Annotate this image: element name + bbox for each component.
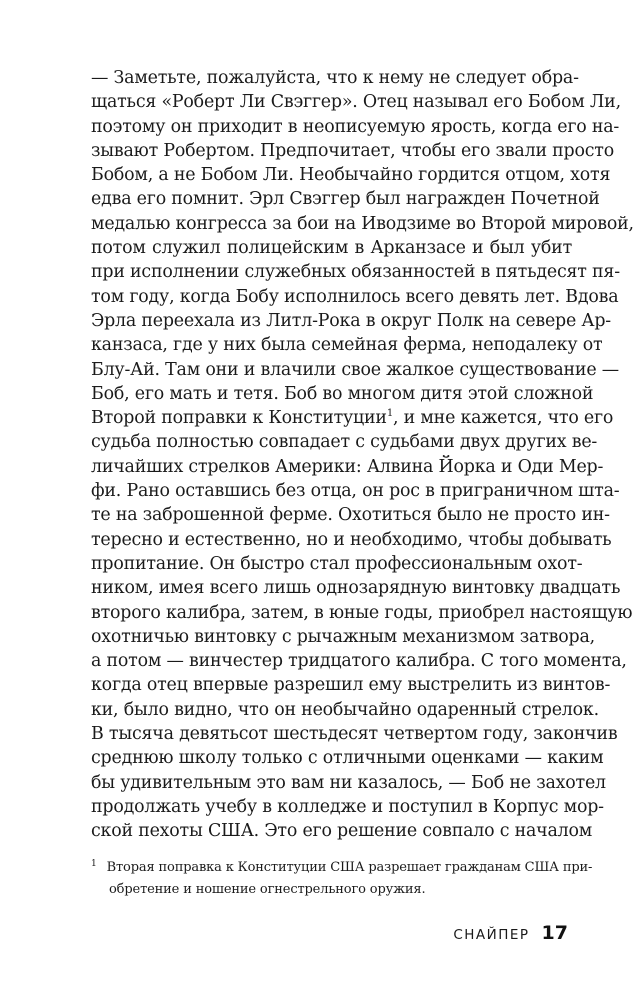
text-line: те на заброшенной ферме. Охотиться было не просто ин- [91, 505, 610, 526]
page-number: 17 [541, 922, 568, 944]
text-line: Эрла переехала из Литл-Рока в округ Полк на севере Ар- [91, 310, 611, 331]
text-line-with-footnote-ref [91, 406, 614, 430]
text-line: пропитание. Он быстро стал профессиональным охот- [91, 553, 583, 574]
running-title: СНАЙПЕР [453, 927, 530, 943]
text-line: а потом — винчестер тридцатого калибра. С того момента, [91, 651, 627, 672]
main-text [91, 66, 634, 844]
text-line: ки, было видно, что он необычайно одаренный стрелок. [91, 699, 599, 720]
text-line: личайших стрелков Америки: Алвина Йорка и Оди Мер- [91, 456, 604, 477]
text-segment: Второй поправки к Конституции [91, 408, 387, 429]
running-footer [453, 922, 568, 944]
text-line: медалью конгресса за бои на Иводзиме во Второй мировой, [91, 213, 634, 234]
text-line: едва его помнит. Эрл Свэггер был награжден Почетной [91, 189, 600, 210]
text-line: судьба полностью совпадает с судьбами двух других ве- [91, 432, 598, 453]
text-line: щаться «Роберт Ли Свэггер». Отец называл его Бобом Ли, [91, 92, 621, 113]
text-line: тересно и естественно, но и необходимо, чтобы добывать [91, 529, 612, 550]
footnote [91, 857, 593, 901]
text-line: когда отец впервые разрешил ему выстрелить из винтов- [91, 675, 611, 696]
text-line: бы удивительным это вам ни казалось, — Боб не захотел [91, 772, 606, 793]
text-line: фи. Рано оставшись без отца, он рос в приграничном шта- [91, 481, 620, 502]
text-line: зывают Робертом. Предпочитает, чтобы его звали просто [91, 140, 614, 161]
footnote-line: обретение и ношение огнестрельного оружия. [109, 882, 426, 897]
text-line: — Заметьте, пожалуйста, что к нему не следует обра- [91, 68, 579, 88]
text-line: ником, имея всего лишь однозарядную винтовку двадцать [91, 578, 621, 599]
text-line: продолжать учебу в колледже и поступил в Корпус мор- [91, 796, 604, 817]
footnote-line [91, 857, 593, 879]
text-line: ской пехоты США. Это его решение совпало с началом [91, 821, 593, 842]
text-line: Боб, его мать и тетя. Боб во многом дитя этой сложной [91, 383, 594, 404]
footnote-reference[interactable]: 1 [386, 408, 393, 420]
text-line: Блу-Ай. Там они и влачили свое жалкое существование — [91, 359, 619, 380]
text-line: Бобом, а не Бобом Ли. Необычайно гордится отцом, хотя [91, 165, 611, 186]
text-line: В тысяча девятьсот шестьдесят четвертом году, закончив [91, 724, 618, 745]
text-line: том году, когда Бобу исполнилось всего девять лет. Вдова [91, 286, 619, 307]
text-line: среднюю школу только с отличными оценками — каким [91, 748, 604, 769]
text-line: канзаса, где у них была семейная ферма, неподалеку от [91, 335, 603, 356]
text-segment: , и мне кажется, что его [392, 408, 614, 429]
footnote-text: Вторая поправка к Конституции США разрешает гражданам США при- [106, 860, 593, 875]
text-line: охотничью винтовку с рычажным механизмом затвора, [91, 626, 595, 647]
footnote-marker: 1 [91, 858, 97, 869]
text-line: второго калибра, затем, в юные годы, приобрел настоящую [91, 602, 633, 623]
text-line: поэтому он приходит в неописуемую ярость, когда его на- [91, 116, 620, 137]
text-line: при исполнении служебных обязанностей в пятьдесят пя- [91, 262, 620, 283]
text-line: потом служил полицейским в Арканзасе и был убит [91, 238, 572, 259]
